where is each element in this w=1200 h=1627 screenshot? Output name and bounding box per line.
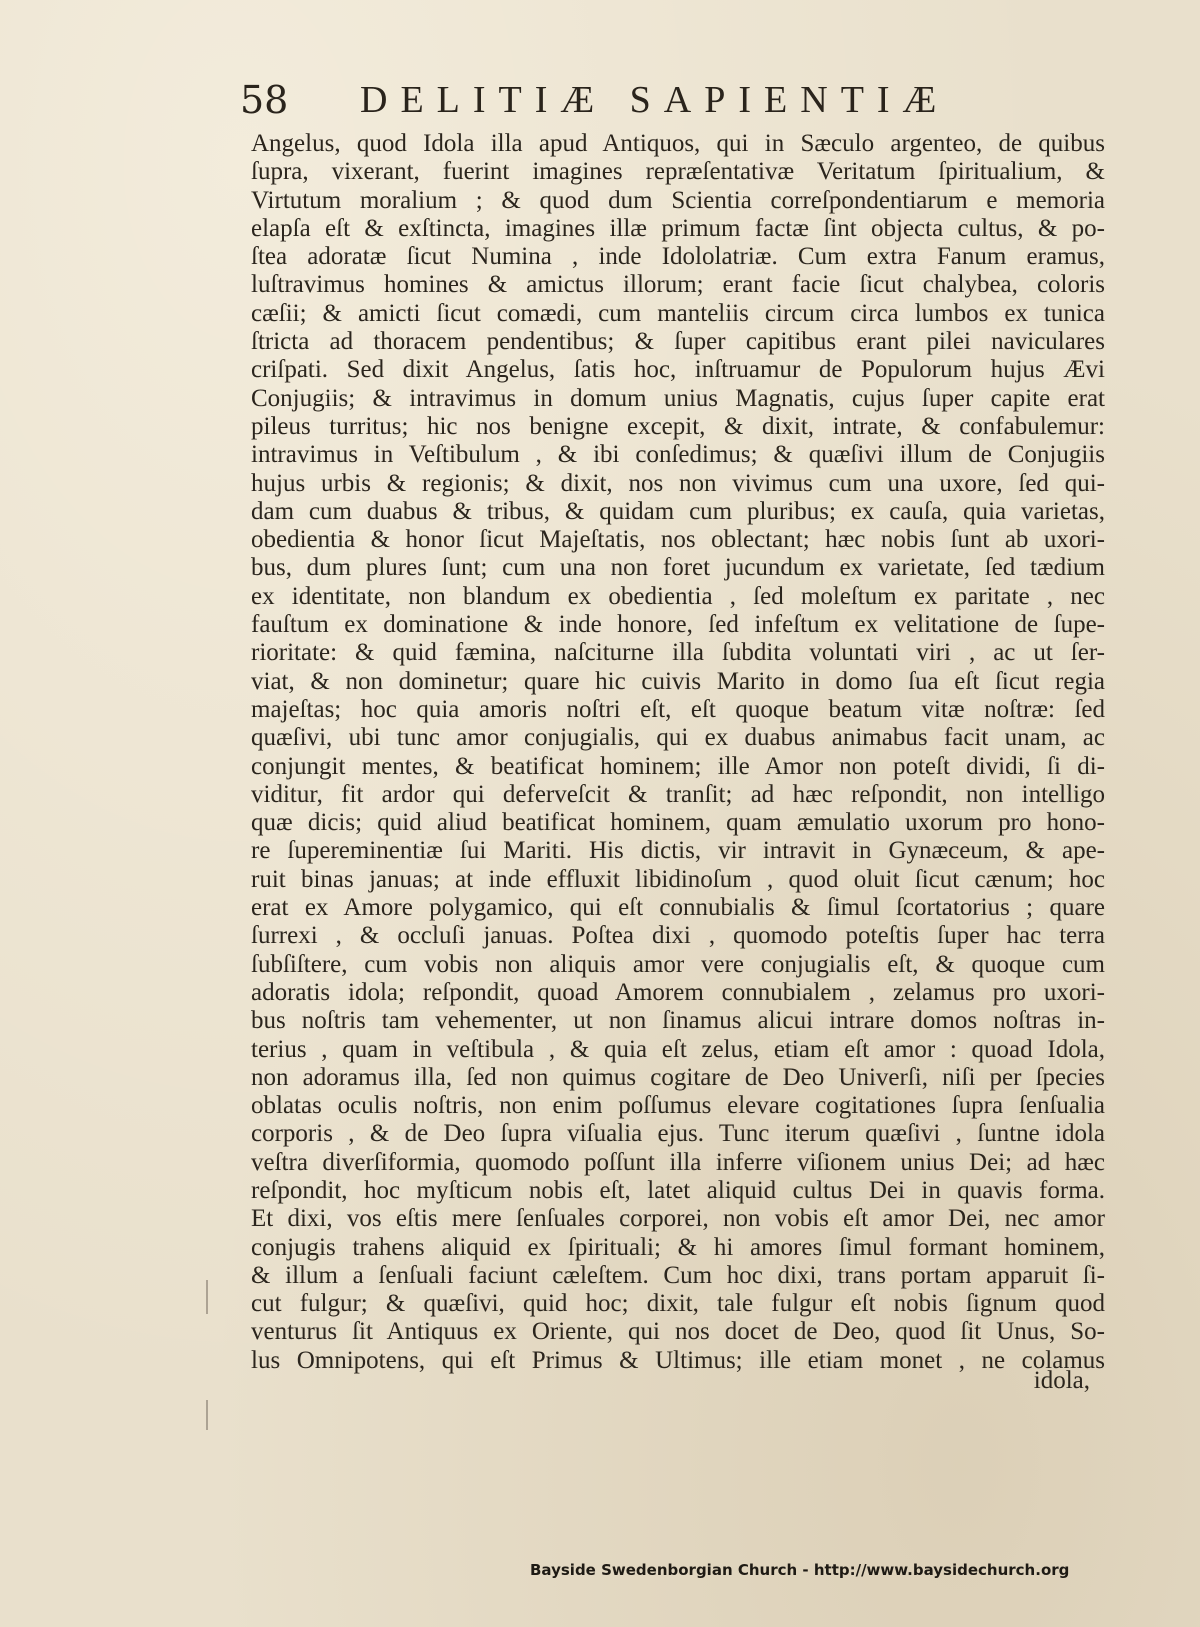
text-line: venturus ſit Antiquus ex Oriente, qui nos docet de Deo, quod ſit Unus, So-	[251, 1318, 1105, 1346]
running-head: DELITIÆ SAPIENTIÆ	[360, 79, 950, 121]
text-line: lus Omnipotens, qui eſt Primus & Ultimus; ille etiam monet , ne colamus	[251, 1346, 1105, 1374]
text-line: majeſtas; hoc quia amoris noſtri eſt, eſt quoque beatum vitæ noſtræ: ſed	[251, 695, 1105, 723]
text-line: elapſa eſt & exſtincta, imagines illæ primum factæ ſint objecta cultus, & po-	[251, 214, 1105, 242]
text-line: quæ dicis; quid aliud beatificat hominem, quam æmulatio uxorum pro hono-	[251, 809, 1105, 837]
text-line: cut fulgur; & quæſivi, quid hoc; dixit, tale fulgur eſt nobis ſignum quod	[251, 1290, 1105, 1318]
text-line: ſtricta ad thoracem pendentibus; & ſuper capitibus erant pilei naviculares	[251, 328, 1105, 356]
text-line: veſtra diverſiformia, quomodo poſſunt illa inferre viſionem unius Dei; ad hæc	[251, 1148, 1105, 1176]
text-line: luſtravimus homines & amictus illorum; erant facie ſicut chalybea, coloris	[251, 271, 1105, 299]
text-line: ſupra, vixerant, fuerint imagines repræſentativæ Veritatum ſpiritualium, &	[251, 158, 1105, 186]
text-line: bus, dum plures ſunt; cum una non foret jucundum ex varietate, ſed tædium	[251, 554, 1105, 582]
text-line: reſpondit, hoc myſticum nobis eſt, latet aliquid cultus Dei in quavis forma.	[251, 1176, 1105, 1204]
text-line: ex identitate, non blandum ex obedientia , ſed moleſtum ex paritate , nec	[251, 582, 1105, 610]
text-line: rioritate: & quid fæmina, naſciturne illa ſubdita voluntati viri , ac ut ſer-	[251, 639, 1105, 667]
text-line: bus noſtris tam vehementer, ut non ſinamus alicui intrare domos noſtras in-	[251, 1007, 1105, 1035]
text-line: non adoramus illa, ſed non quimus cogitare de Deo Univerſi, niſi per ſpecies	[251, 1063, 1105, 1091]
text-line: oblatas oculis noſtris, non enim poſſumus elevare cogitationes ſupra ſenſualia	[251, 1092, 1105, 1120]
text-line: viditur, fit ardor qui deferveſcit & tranſit; ad hæc reſpondit, non intelligo	[251, 780, 1105, 808]
text-line: adoratis idola; reſpondit, quoad Amorem connubialem , zelamus pro uxori-	[251, 978, 1105, 1006]
text-line: viat, & non dominetur; quare hic cuivis Marito in domo ſua eſt ſicut regia	[251, 667, 1105, 695]
text-line: pileus turritus; hic nos benigne excepit, & dixit, intrate, & confabulemur:	[251, 412, 1105, 440]
text-line: ruit binas januas; at inde effluxit libidinoſum , quod oluit ſicut cænum; hoc	[251, 865, 1105, 893]
text-line: hujus urbis & regionis; & dixit, nos non vivimus cum una uxore, ſed qui-	[251, 469, 1105, 497]
text-line: cæſii; & amicti ſicut comædi, cum manteliis circum circa lumbos ex tunica	[251, 299, 1105, 327]
text-line: dam cum duabus & tribus, & quidam cum pluribus; ex cauſa, quia varietas,	[251, 497, 1105, 525]
text-line: quæſivi, ubi tunc amor conjugialis, qui ex duabus animabus facit unam, ac	[251, 724, 1105, 752]
text-line: Virtutum moralium ; & quod dum Scientia correſpondentiarum e memoria	[251, 186, 1105, 214]
text-line: Et dixi, vos eſtis mere ſenſuales corporei, non vobis eſt amor Dei, nec amor	[251, 1205, 1105, 1233]
text-line: corporis , & de Deo ſupra viſualia ejus. Tunc iterum quæſivi , ſuntne idola	[251, 1120, 1105, 1148]
text-line: intravimus in Veſtibulum , & ibi conſedimus; & quæſivi illum de Conjugiis	[251, 441, 1105, 469]
text-line: re ſupereminentiæ ſui Mariti. His dictis, vir intravit in Gynæceum, & ape-	[251, 837, 1105, 865]
footer-credit: Bayside Swedenborgian Church - http://www.baysidechurch.org	[530, 1561, 1070, 1579]
margin-mark	[206, 1400, 208, 1430]
text-line: terius , quam in veſtibula , & quia eſt zelus, etiam eſt amor : quoad Idola,	[251, 1035, 1105, 1063]
text-line: erat ex Amore polygamico, qui eſt connubialis & ſimul ſcortatorius ; quare	[251, 894, 1105, 922]
text-line: ſurrexi , & occluſi januas. Poſtea dixi , quomodo poteſtis ſuper hac terra	[251, 922, 1105, 950]
margin-mark	[206, 1280, 208, 1314]
text-line: ſubſiſtere, cum vobis non aliquis amor vere conjugialis eſt, & quoque cum	[251, 950, 1105, 978]
catchword: idola,	[1033, 1367, 1090, 1394]
page-number: 58	[240, 78, 289, 122]
text-line: Conjugiis; & intravimus in domum unius Magnatis, cujus ſuper capite erat	[251, 384, 1105, 412]
text-line: obedientia & honor ſicut Majeſtatis, nos oblectant; hæc nobis ſunt ab uxori-	[251, 526, 1105, 554]
text-line: Angelus, quod Idola illa apud Antiquos, qui in Sæculo argenteo, de quibus	[251, 130, 1105, 157]
text-line: fauſtum ex dominatione & inde honore, ſed infeſtum ex velitatione de ſupe-	[251, 611, 1105, 639]
text-line: conjungit mentes, & beatificat hominem; ille Amor non poteſt dividi, ſi di-	[251, 752, 1105, 780]
text-line: conjugis trahens aliquid ex ſpirituali; & hi amores ſimul formant hominem,	[251, 1233, 1105, 1261]
text-line: ſtea adoratæ ſicut Numina , inde Idololatriæ. Cum extra Fanum eramus,	[251, 243, 1105, 271]
text-line: & illum a ſenſuali faciunt cæleſtem. Cum hoc dixi, trans portam apparuit ſi-	[251, 1261, 1105, 1289]
body-text	[251, 130, 1105, 1375]
text-line: criſpati. Sed dixit Angelus, ſatis hoc, inſtruamur de Populorum hujus Ævi	[251, 356, 1105, 384]
